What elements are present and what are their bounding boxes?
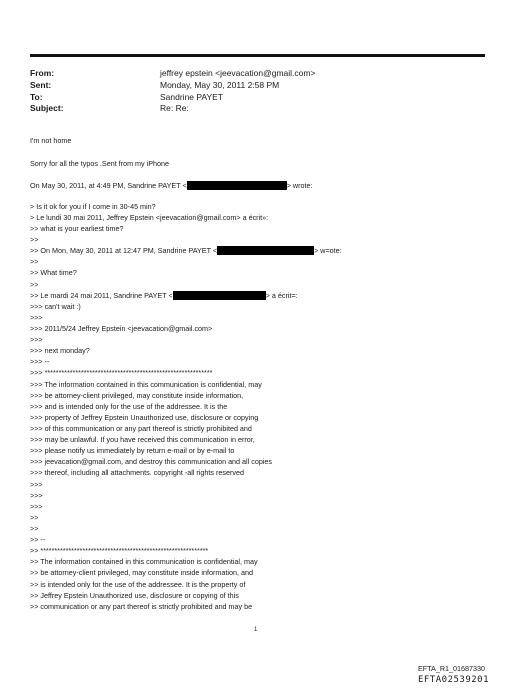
body-line: >> Jeffrey Epstein Unauthorized use, disclosure or copying of this [30,591,239,600]
body-line: >>> property of Jeffrey Epstein Unauthorized use, disclosure or copying [30,413,259,422]
footer-reference-2: EFTA02539201 [418,675,490,685]
body-line: > Is it ok for you if I come in 30-45 min? [30,202,156,211]
to-label: To: [30,92,43,102]
body-line: >> [30,257,39,266]
body-line: >>> [30,335,43,344]
body-line: >>> thereof, including all attachments. copyright -all rights reserved [30,468,244,477]
body-line: >> What time? [30,268,77,277]
to-value: Sandrine PAYET [160,92,223,102]
body-line: I'm not home [30,136,72,145]
body-line: >>> ************************************************************ [30,368,213,377]
body-text: > w=ote: [314,246,342,255]
body-line [30,181,312,190]
body-line: >>> The information contained in this communication is confidential, may [30,380,262,389]
from-value: jeffrey epstein <jeevacation@gmail.com> [160,68,316,78]
body-line: >>> can't wait :) [30,302,81,311]
body-line: >> [30,235,39,244]
body-line: Sorry for all the typos .Sent from my iPhone [30,159,170,168]
body-line: >> [30,280,39,289]
body-line: > Le lundi 30 mai 2011, Jeffrey Epstein <jeevacation@gmail.com> a écrit»: [30,213,269,222]
body-line: >> communication or any part thereof is strictly prohibited and may be [30,602,253,611]
body-line: >>> -- [30,357,50,366]
from-label: From: [30,68,55,78]
body-line: >>> and is intended only for the use of the addressee. It is the [30,402,228,411]
body-line [30,291,298,300]
redaction-box [173,291,266,300]
body-text: >> Le mardi 24 mai 2011, Sandrine PAYET < [30,291,173,300]
body-line: >>> [30,502,43,511]
body-line: >> be attorney-client privileged, may constitute inside information, and [30,568,253,577]
body-line: >> ************************************************************ [30,546,209,555]
subject-value: Re: Re: [160,103,189,113]
page-number: 1 [254,627,258,633]
redaction-box [187,181,287,190]
body-line: >>> [30,313,43,322]
body-line: >>> please notify us immediately by return e-mail or by e-mail to [30,446,235,455]
body-line: >>> of this communication or any part thereof is strictly prohibited and [30,424,252,433]
body-line: >>> may be unlawful. If you have received this communication in error, [30,435,255,444]
header-rule [30,54,485,57]
body-line: >> is intended only for the use of the addressee. It is the property of [30,580,246,589]
body-text: > a écrit=: [265,291,298,300]
body-line: >> [30,524,39,533]
body-line: >> [30,513,39,522]
body-line: >> what is your earliest time? [30,224,124,233]
body-text: On May 30, 2011, at 4:49 PM, Sandrine PAYET < [30,181,187,190]
body-line: >>> [30,491,43,500]
body-line: >>> 2011/5/24 Jeffrey Epstein <jeevacation@gmail.com> [30,324,213,333]
body-line: >>> jeevacation@gmail.com, and destroy this communication and all copies [30,457,273,466]
subject-label: Subject: [30,103,64,113]
sent-value: Monday, May 30, 2011 2:58 PM [160,80,280,90]
body-line [30,246,342,255]
redaction-box [217,246,314,255]
body-line: >>> be attorney-client privileged, may constitute inside information, [30,391,244,400]
body-line: >> -- [30,535,46,544]
footer-reference-1: EFTA_R1_01687330 [418,664,485,673]
body-text: > wrote: [286,181,313,190]
body-line: >> The information contained in this communication is confidential, may [30,557,258,566]
body-line: >>> [30,480,43,489]
body-text: >> On Mon, May 30, 2011 at 12:47 PM, Sandrine PAYET < [30,246,218,255]
body-line: >>> next monday? [30,346,90,355]
sent-label: Sent: [30,80,52,90]
